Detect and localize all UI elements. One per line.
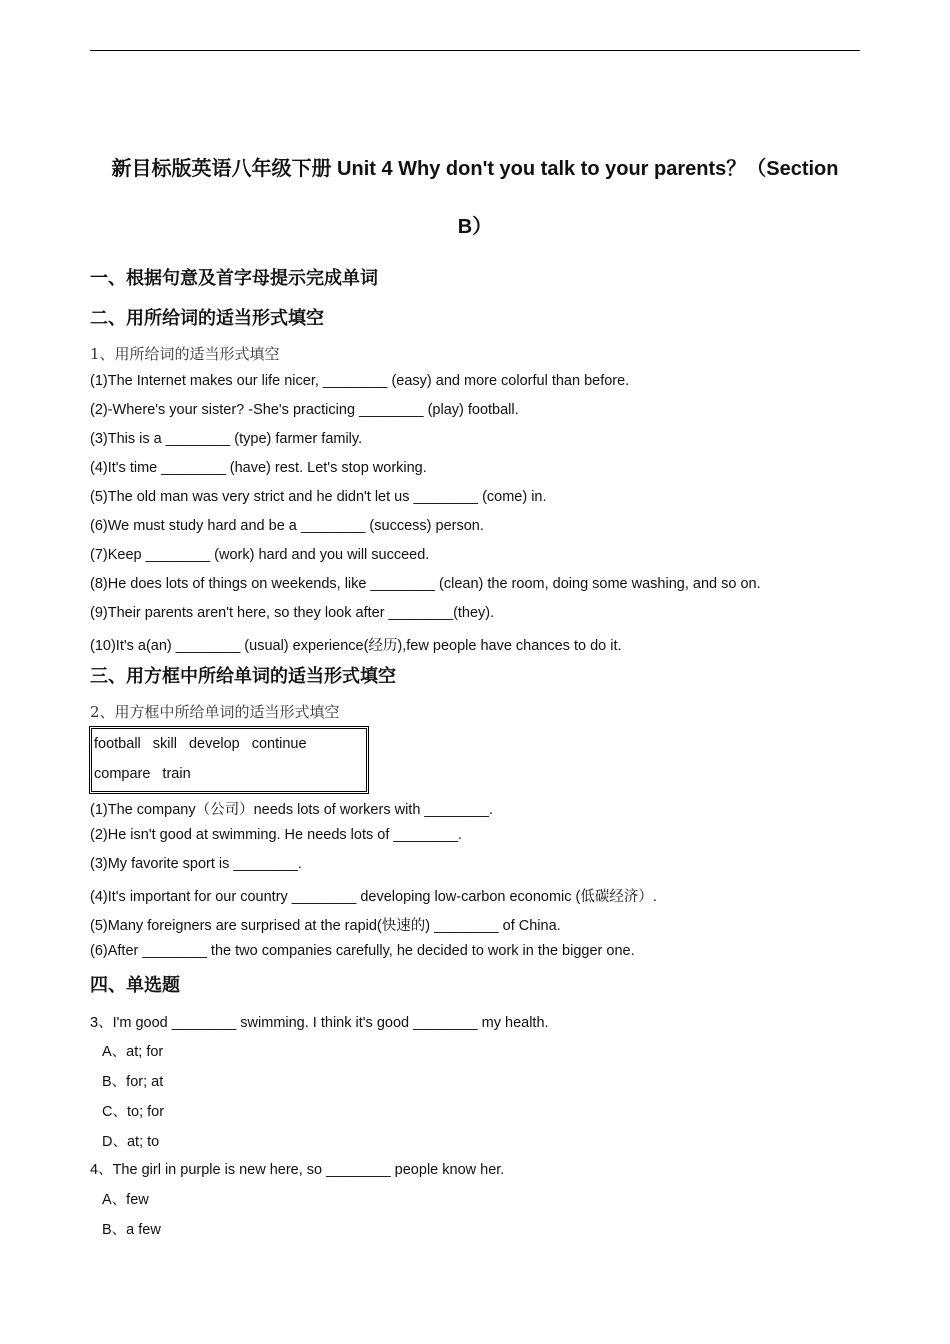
header-rule <box>90 50 860 51</box>
title-line-2: B） <box>457 216 493 238</box>
q4-option-b: B、a few <box>102 1222 161 1238</box>
document-title <box>90 140 860 256</box>
q3-option-b: B、for; at <box>102 1074 164 1090</box>
section-heading-4: 四、单选题 <box>90 975 180 995</box>
q1-item-8: (8)He does lots of things on weekends, like ________ (clean) the room, doing some washing, and so on. <box>90 576 761 592</box>
q1-item-5: (5)The old man was very strict and he didn't let us ________ (come) in. <box>90 489 547 505</box>
q1-item-4: (4)It's time ________ (have) rest. Let's stop working. <box>90 460 427 476</box>
word-box-word: skill <box>152 736 177 752</box>
q3-option-d: D、at; to <box>102 1134 160 1150</box>
q1-item-7: (7)Keep ________ (work) hard and you will succeed. <box>90 547 430 563</box>
word-box-word: train <box>162 766 191 782</box>
q1-item-1: (1)The Internet makes our life nicer, ________ (easy) and more colorful than before. <box>90 373 630 389</box>
q2-item-6: (6)After ________ the two companies carefully, he decided to work in the bigger one. <box>90 943 635 959</box>
q2-item-1: (1)The company（公司）needs lots of workers with ________. <box>90 802 493 818</box>
word-box-word: football <box>94 736 141 752</box>
q1-item-2: (2)-Where's your sister? -She's practicing ________ (play) football. <box>90 402 519 418</box>
question-4-stem: 4、The girl in purple is new here, so ________ people know her. <box>90 1162 505 1178</box>
question-3-stem: 3、I'm good ________ swimming. I think it's good ________ my health. <box>90 1015 549 1031</box>
word-box-word: continue <box>251 736 307 752</box>
word-box-word: develop <box>188 736 240 752</box>
word-box-word: compare <box>94 766 151 782</box>
word-box-row-2 <box>94 759 364 789</box>
q1-item-3: (3)This is a ________ (type) farmer family. <box>90 431 363 447</box>
q3-option-a: A、at; for <box>102 1044 164 1060</box>
section-heading-3: 三、用方框中所给单词的适当形式填空 <box>90 666 396 686</box>
word-box <box>89 726 369 794</box>
q4-option-a: A、few <box>102 1192 149 1208</box>
q2-item-3: (3)My favorite sport is ________. <box>90 856 302 872</box>
q2-item-5: (5)Many foreigners are surprised at the rapid(快速的) ________ of China. <box>90 918 561 934</box>
q1-item-10: (10)It's a(an) ________ (usual) experience(经历),few people have chances to do it. <box>90 638 622 654</box>
q2-item-2: (2)He isn't good at swimming. He needs lots of ________. <box>90 827 462 843</box>
section-heading-2: 二、用所给词的适当形式填空 <box>90 308 324 328</box>
q2-item-4: (4)It's important for our country ________ developing low-carbon economic (低碳经济）. <box>90 889 657 905</box>
q1-item-9: (9)Their parents aren't here, so they look after ________(they). <box>90 605 495 621</box>
q3-option-c: C、to; for <box>102 1104 165 1120</box>
section-heading-1: 一、根据句意及首字母提示完成单词 <box>90 268 378 288</box>
question-1-heading: 1、用所给词的适当形式填空 <box>90 345 280 363</box>
title-line-1: 新目标版英语八年级下册 Unit 4 Why don't you talk to your parents？（Section <box>111 158 839 180</box>
word-box-row-1 <box>94 729 364 759</box>
question-2-heading: 2、用方框中所给单词的适当形式填空 <box>90 703 340 721</box>
q1-item-6: (6)We must study hard and be a ________ (success) person. <box>90 518 484 534</box>
